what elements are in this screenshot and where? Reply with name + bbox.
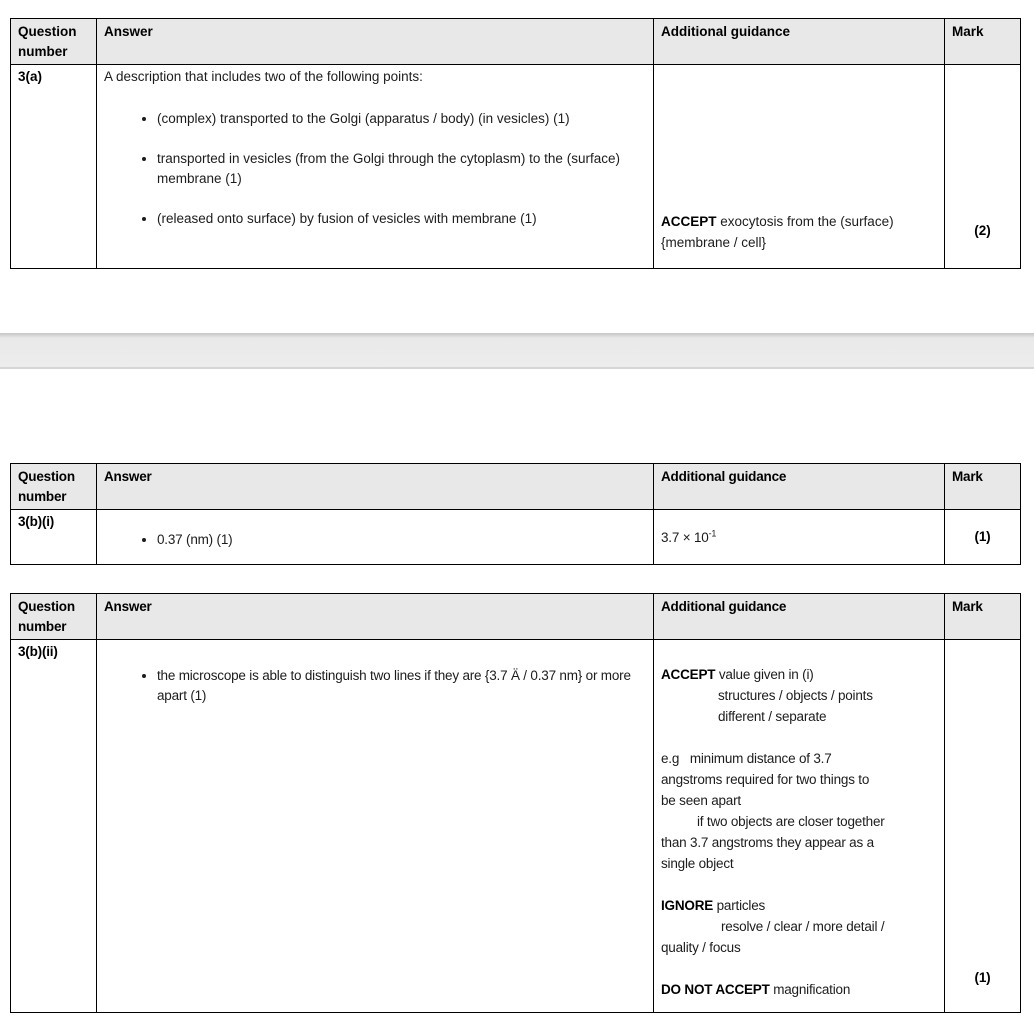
guidance-line: single object <box>661 856 734 871</box>
table-header-row <box>11 19 1021 65</box>
guidance-line: structures / objects / points <box>718 688 873 703</box>
answer-bullet: • (complex) transported to the Golgi (apparatus / body) (in vesicles) (1) <box>157 109 646 129</box>
header-mark: Mark <box>945 464 1021 510</box>
guidance-line: resolve / clear / more detail / <box>721 919 885 934</box>
table-row <box>11 510 1021 565</box>
guidance-line <box>661 958 937 979</box>
answer-bullet-list <box>104 109 646 229</box>
header-additional-guidance: Additional guidance <box>654 594 945 640</box>
guidance-line: DO NOT ACCEPT magnification <box>661 982 851 997</box>
question-number-cell: 3(a) <box>11 65 97 269</box>
header-additional-guidance: Additional guidance <box>654 464 945 510</box>
header-additional-guidance: Additional guidance <box>654 19 945 65</box>
guidance-line: than 3.7 angstroms they appear as a <box>661 835 874 850</box>
answer-cell <box>97 65 654 269</box>
guidance-line: IGNORE particles <box>661 898 766 913</box>
guidance-line: e.g minimum distance of 3.7 <box>661 751 832 766</box>
question-number-cell: 3(b)(ii) <box>11 640 97 1013</box>
guidance-cell <box>654 510 945 565</box>
guidance-line <box>661 727 937 748</box>
guidance-cell <box>654 640 945 1013</box>
header-mark: Mark <box>945 19 1021 65</box>
guidance-value: 3.7 × 10 <box>661 530 709 545</box>
guidance-line: ACCEPT value given in (i) <box>661 667 814 682</box>
table-row <box>11 65 1021 269</box>
header-answer: Answer <box>97 19 654 65</box>
guidance-cell <box>654 65 945 269</box>
header-answer: Answer <box>97 464 654 510</box>
table-header-row <box>11 594 1021 640</box>
guidance-line: ACCEPT exocytosis from the (surface) <box>661 214 894 229</box>
mark-scheme-table-3bi <box>10 463 1021 565</box>
answer-bullet: • 0.37 (nm) (1) <box>157 530 646 550</box>
header-question-number: Question number <box>11 594 97 640</box>
answer-cell <box>97 640 654 1013</box>
guidance-line: quality / focus <box>661 940 741 955</box>
guidance-exponent: -1 <box>708 528 717 539</box>
answer-bullet: • the microscope is able to distinguish two lines if they are {3.7 Ä / 0.37 nm} or more apart (1) <box>157 666 639 706</box>
table-header-row <box>11 464 1021 510</box>
answer-bullet-list <box>104 666 646 706</box>
guidance-line: be seen apart <box>661 793 741 808</box>
header-answer: Answer <box>97 594 654 640</box>
mark-cell: (2) <box>945 65 1021 269</box>
question-number-cell: 3(b)(i) <box>11 510 97 565</box>
mark-cell: (1) <box>945 640 1021 1013</box>
answer-cell <box>97 510 654 565</box>
header-question-number: Question number <box>11 19 97 65</box>
answer-bullet: • (released onto surface) by fusion of vesicles with membrane (1) <box>157 209 646 229</box>
mark-cell: (1) <box>945 510 1021 565</box>
answer-intro: A description that includes two of the following points: <box>104 69 423 84</box>
answer-bullet-list <box>104 530 646 550</box>
table-row <box>11 640 1021 1013</box>
guidance-line: {membrane / cell} <box>661 235 767 250</box>
guidance-line: if two objects are closer together <box>697 814 885 829</box>
guidance-line: different / separate <box>718 709 827 724</box>
mark-scheme-table-3a <box>10 18 1021 269</box>
guidance-line: angstroms required for two things to <box>661 772 870 787</box>
answer-bullet: • transported in vesicles (from the Golgi through the cytoplasm) to the (surface) membrane (1) <box>157 149 646 189</box>
header-question-number: Question number <box>11 464 97 510</box>
page-gap-separator <box>0 333 1034 369</box>
mark-scheme-table-3bii <box>10 593 1021 1013</box>
header-mark: Mark <box>945 594 1021 640</box>
guidance-line <box>661 874 937 895</box>
